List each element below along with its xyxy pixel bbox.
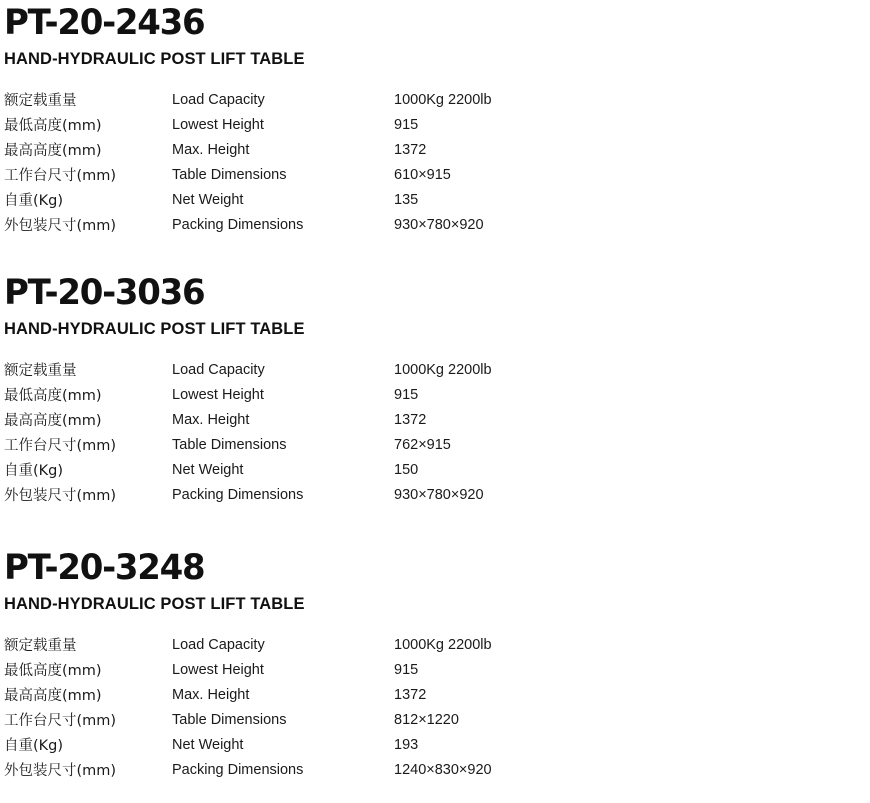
table-row [4,87,644,112]
spec-label-en: Packing Dimensions [172,216,304,233]
spec-label-cn: 工作台尺寸(mm) [4,168,117,184]
spec-label-cn: 外包装尺寸(mm) [4,488,117,504]
table-row [4,657,644,682]
spec-label-en: Load Capacity [172,636,265,653]
spec-value: 135 [394,191,419,208]
spec-label-cn: 额定载重量 [4,638,77,654]
product-model-title: PT-20-3248 [4,548,205,588]
table-row [4,757,644,782]
spec-label-en: Load Capacity [172,91,265,108]
product-subtitle: HAND-HYDRAULIC POST LIFT TABLE [4,320,305,338]
product-model-title: PT-20-3036 [4,273,205,313]
spec-value: 915 [394,386,419,403]
table-row [4,357,644,382]
product-subtitle: HAND-HYDRAULIC POST LIFT TABLE [4,595,305,613]
spec-label-cn: 自重(Kg) [4,738,64,754]
table-row [4,732,644,757]
spec-label-en: Max. Height [172,411,250,428]
spec-value: 150 [394,461,419,478]
spec-label-en: Net Weight [172,191,244,208]
spec-table [4,87,644,237]
spec-value: 193 [394,736,419,753]
spec-label-cn: 工作台尺寸(mm) [4,438,117,454]
spec-label-en: Net Weight [172,461,244,478]
spec-label-en: Lowest Height [172,661,264,678]
spec-label-cn: 最低高度(mm) [4,388,102,404]
table-row [4,212,644,237]
table-row [4,162,644,187]
spec-label-en: Max. Height [172,686,250,703]
spec-value: 1372 [394,411,427,428]
spec-label-cn: 额定载重量 [4,93,77,109]
table-row [4,632,644,657]
spec-label-cn: 外包装尺寸(mm) [4,763,117,779]
table-row [4,482,644,507]
spec-label-cn: 最低高度(mm) [4,118,102,134]
spec-label-en: Lowest Height [172,116,264,133]
table-row [4,407,644,432]
spec-table [4,357,644,507]
spec-label-en: Net Weight [172,736,244,753]
product-block [0,3,644,237]
spec-label-cn: 额定载重量 [4,363,77,379]
spec-label-cn: 自重(Kg) [4,463,64,479]
spec-label-cn: 外包装尺寸(mm) [4,218,117,234]
spec-label-cn: 最高高度(mm) [4,143,102,159]
spec-value: 915 [394,661,419,678]
spec-label-cn: 工作台尺寸(mm) [4,713,117,729]
table-row [4,432,644,457]
spec-label-cn: 自重(Kg) [4,193,64,209]
spec-label-en: Load Capacity [172,361,265,378]
table-row [4,187,644,212]
spec-label-cn: 最高高度(mm) [4,413,102,429]
table-row [4,137,644,162]
spec-value: 762×915 [394,436,451,453]
product-block [0,548,644,782]
spec-value: 610×915 [394,166,451,183]
table-row [4,457,644,482]
table-row [4,707,644,732]
spec-value: 915 [394,116,419,133]
spec-value: 1000Kg 2200lb [394,361,492,378]
spec-label-en: Table Dimensions [172,166,287,183]
spec-value: 930×780×920 [394,216,484,233]
product-model-title: PT-20-2436 [4,3,205,43]
spec-label-en: Table Dimensions [172,436,287,453]
spec-label-en: Lowest Height [172,386,264,403]
spec-label-en: Table Dimensions [172,711,287,728]
spec-value: 1000Kg 2200lb [394,636,492,653]
spec-label-en: Packing Dimensions [172,486,304,503]
table-row [4,682,644,707]
product-block [0,273,644,507]
spec-value: 812×1220 [394,711,459,728]
spec-value: 1240×830×920 [394,761,492,778]
spec-label-cn: 最低高度(mm) [4,663,102,679]
spec-value: 930×780×920 [394,486,484,503]
spec-table [4,632,644,782]
table-row [4,382,644,407]
spec-label-cn: 最高高度(mm) [4,688,102,704]
spec-value: 1372 [394,141,427,158]
spec-label-en: Packing Dimensions [172,761,304,778]
product-subtitle: HAND-HYDRAULIC POST LIFT TABLE [4,50,305,68]
spec-value: 1000Kg 2200lb [394,91,492,108]
spec-label-en: Max. Height [172,141,250,158]
table-row [4,112,644,137]
spec-value: 1372 [394,686,427,703]
